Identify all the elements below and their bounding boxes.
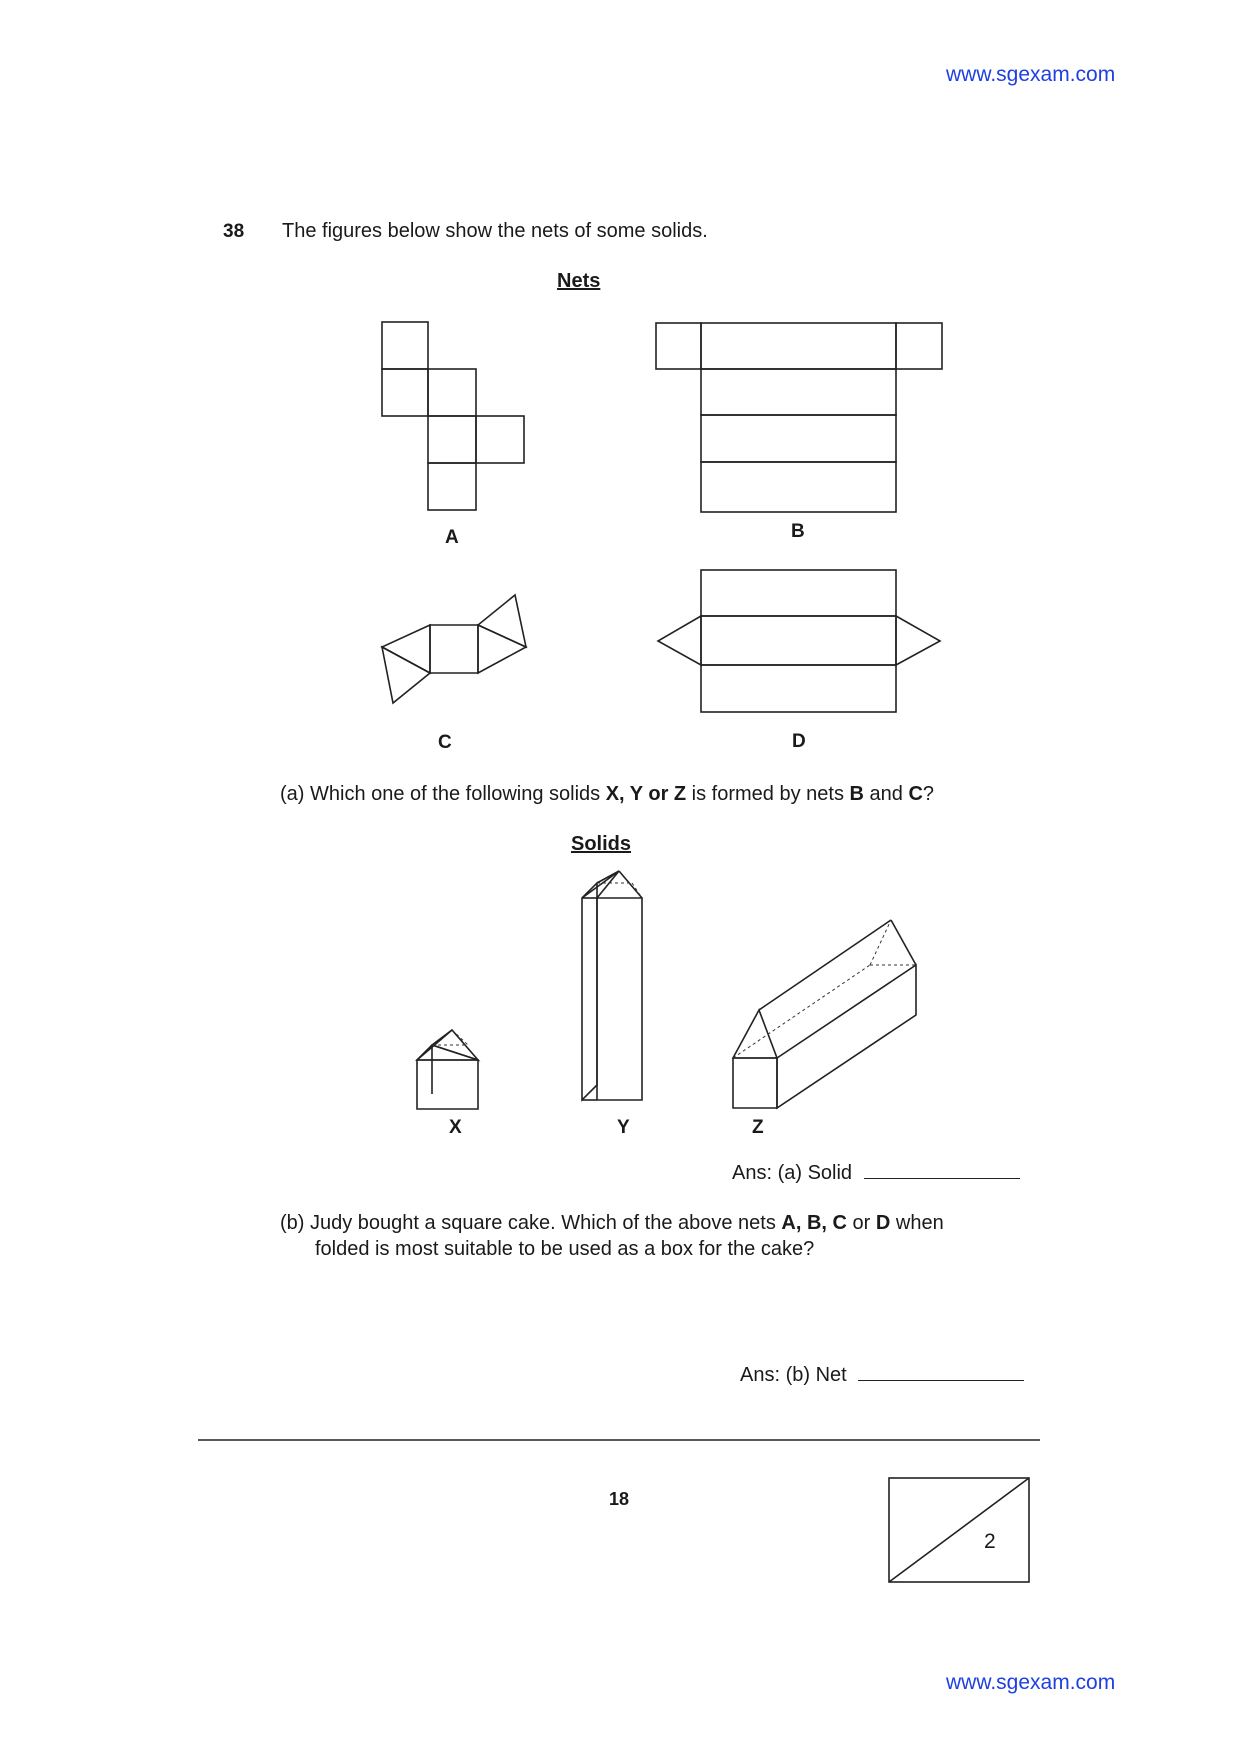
net-label-c: C [438, 732, 452, 753]
part-b-question [280, 1210, 944, 1262]
part-b-net-d: D [875, 1212, 891, 1234]
part-a-options: X, Y or Z [605, 783, 687, 805]
part-a-and: and [863, 783, 909, 805]
part-b-line2: folded is most suitable to be used as a box for the cake? [315, 1238, 815, 1260]
part-b-or: or [846, 1212, 876, 1234]
part-a-suffix: ? [922, 783, 935, 805]
part-b-prefix: (b) Judy bought a square cake. Which of the above nets [280, 1212, 782, 1234]
part-a-prefix: (a) Which one of the following solids [280, 783, 606, 805]
answer-a-blank[interactable] [864, 1160, 1020, 1179]
answer-b-blank[interactable] [858, 1362, 1024, 1381]
solid-z [733, 920, 916, 1108]
nets-heading: Nets [557, 270, 601, 292]
net-c [382, 595, 526, 703]
solid-label-x: X [449, 1117, 462, 1138]
header-website[interactable]: www.sgexam.com [946, 63, 1116, 86]
answer-a-label: Ans: (a) Solid [732, 1162, 853, 1184]
net-a [382, 322, 524, 510]
solids-heading: Solids [571, 833, 632, 855]
net-label-a: A [445, 527, 459, 548]
solid-label-y: Y [617, 1117, 630, 1138]
marks-box [889, 1478, 1029, 1582]
marks-value: 2 [984, 1530, 996, 1553]
net-label-d: D [792, 731, 806, 752]
net-label-b: B [791, 521, 805, 542]
net-b [656, 323, 942, 512]
part-b-options: A, B, C [781, 1212, 847, 1234]
part-a-net-b: B [849, 783, 864, 805]
footer-website[interactable]: www.sgexam.com [946, 1671, 1116, 1694]
solid-label-z: Z [752, 1117, 764, 1138]
question-number: 38 [223, 221, 245, 242]
question-intro: The figures below show the nets of some solids. [282, 220, 708, 242]
part-b-suffix: when [890, 1212, 944, 1234]
part-a-middle: is formed by nets [686, 783, 850, 805]
solid-x [417, 1030, 478, 1109]
answer-b-label: Ans: (b) Net [740, 1364, 847, 1386]
part-a-question [280, 783, 934, 806]
answer-a-line [732, 1160, 1020, 1185]
answer-b-line [740, 1362, 1024, 1387]
page-number: 18 [609, 1489, 630, 1509]
solid-y [582, 871, 642, 1100]
net-d [658, 570, 940, 712]
part-a-net-c: C [908, 783, 923, 805]
